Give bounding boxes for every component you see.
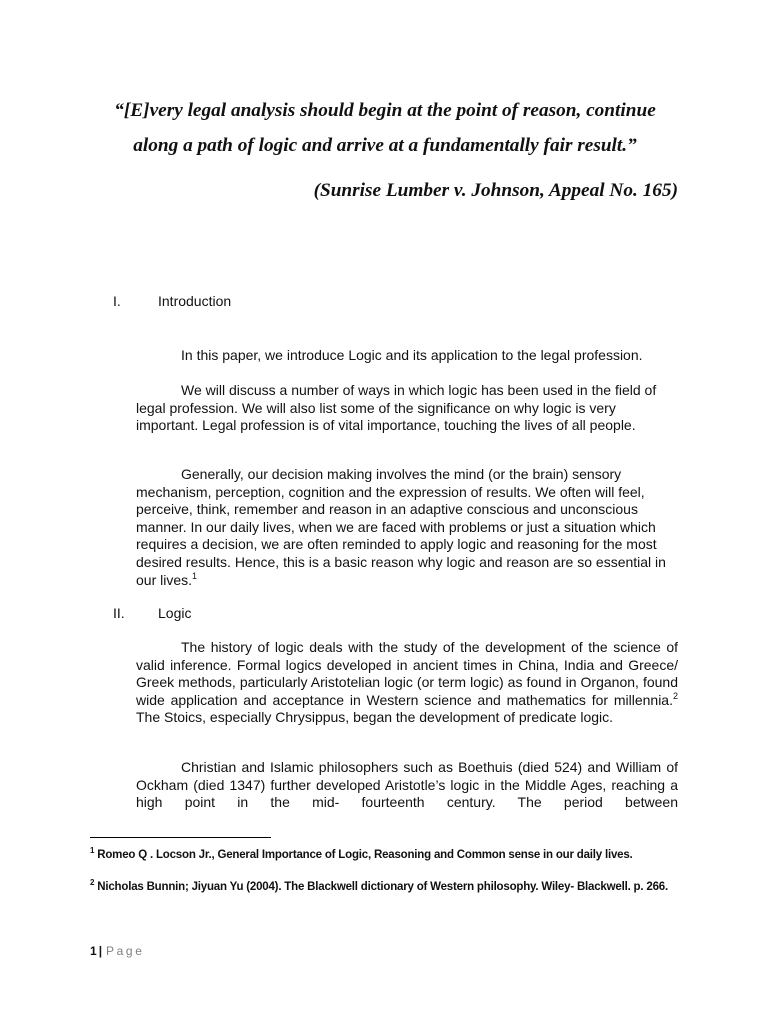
section-heading-logic xyxy=(113,604,191,622)
section-title: Introduction xyxy=(158,293,232,309)
footnote-text: Romeo Q . Locson Jr., General Importance of Logic, Reasoning and Common sense in our daily lives. xyxy=(97,849,633,861)
paragraph-text: The history of logic deals with the study of the development of the science of valid inference. Formal logics developed in ancient times in China, India and Greece/ Greek methods, particularly Aristotelian logic (or term logic) as found in Organon, found wide application and acceptance in Western science and mathematics for millennia. xyxy=(136,639,678,708)
paragraph-text-continued: The Stoics, especially Chrysippus, began the development of predicate logic. xyxy=(136,709,614,726)
epigraph-citation: (Sunrise Lumber v. Johnson, Appeal No. 165) xyxy=(313,180,678,201)
page-label: Page xyxy=(106,944,145,958)
page-number: 1 xyxy=(90,944,97,958)
footnote-1 xyxy=(90,845,680,865)
section-heading-introduction xyxy=(113,292,231,310)
intro-paragraph-1: In this paper, we introduce Logic and its application to the legal profession. xyxy=(181,347,643,363)
footnote-mark: 2 xyxy=(90,878,95,887)
intro-paragraph-2: We will discuss a number of ways in which logic has been used in the field of legal profession. We will also list some of the significance on why logic is very important. Legal profession is of vital importance, touching the lives of all people. xyxy=(136,382,657,434)
paragraph-text: Generally, our decision making involves the mind (or the brain) sensory mechanism, perception, cognition and the expression of results. We often will feel, perceive, think, remember and reason in an adaptive conscious and unconscious manner. In our daily lives, when we are faced with problems or just a situation which requires a decision, we are often reminded to apply logic and reasoning for the most desired results. Hence, this is a basic reason why logic and reason are so essential in our lives. xyxy=(136,466,666,588)
epigraph-quote: “[E]very legal analysis should begin at the point of reason, continue along a path of logic and arrive at a fundamentally fair result.” xyxy=(114,100,656,156)
page-separator: | xyxy=(98,944,103,958)
section-title: Logic xyxy=(158,605,192,621)
footnote-ref-1: 1 xyxy=(192,570,198,581)
section-number: II. xyxy=(113,605,125,621)
logic-paragraph-2: Christian and Islamic philosophers such as Boethuis (died 524) and William of Ockham (died 1347) further developed Aristotle’s logic in the Middle Ages, reaching a high point in the mid- fourteenth century. The period between xyxy=(136,759,678,811)
footnote-separator xyxy=(90,837,271,838)
section-number: I. xyxy=(113,293,121,309)
page-footer xyxy=(90,943,144,959)
footnote-text: Nicholas Bunnin; Jiyuan Yu (2004). The Blackwell dictionary of Western philosophy. Wiley- Blackwell. p. 266. xyxy=(97,881,668,893)
footnote-ref-2: 2 xyxy=(672,690,678,701)
footnote-2 xyxy=(90,877,680,897)
logic-paragraph-1 xyxy=(136,639,678,727)
footnote-mark: 1 xyxy=(90,846,95,855)
intro-paragraph-3 xyxy=(136,466,666,589)
